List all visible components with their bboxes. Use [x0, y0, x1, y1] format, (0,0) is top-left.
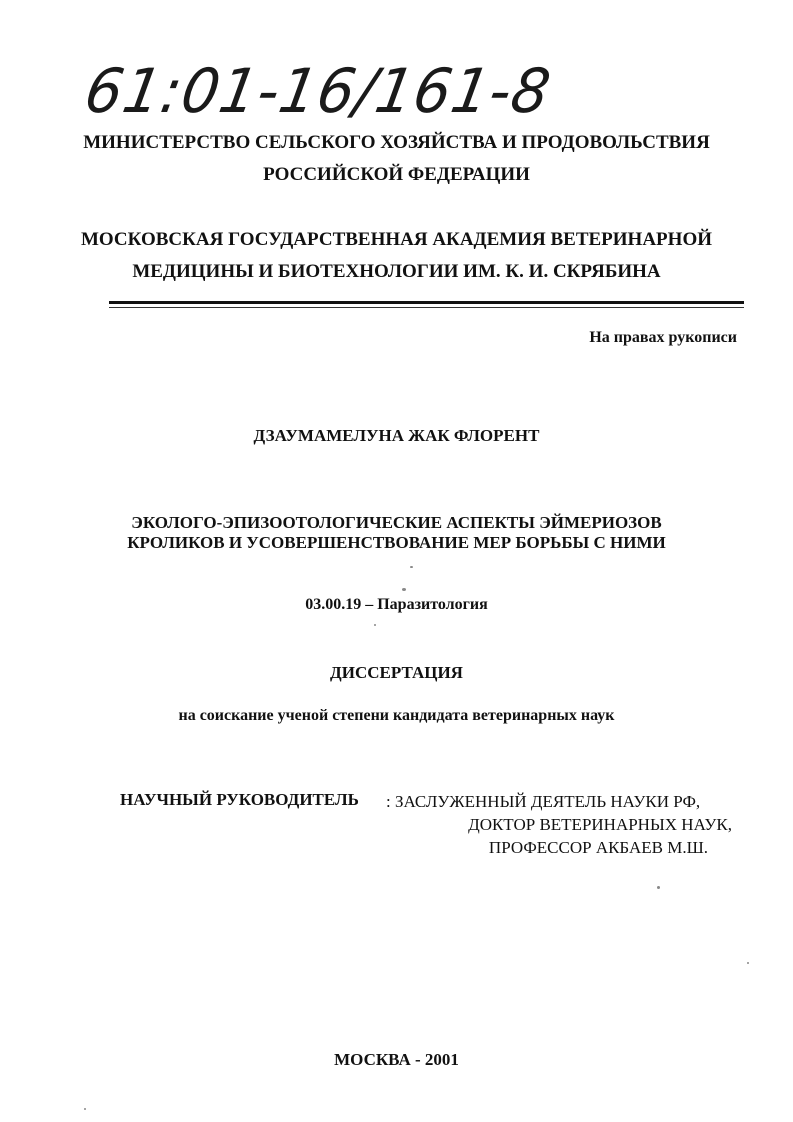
ministry-line-2: РОССИЙСКОЙ ФЕДЕРАЦИИ — [263, 164, 530, 185]
scan-speck — [84, 1108, 86, 1110]
degree-statement: на соискание ученой степени кандидата ветеринарных наук — [178, 707, 615, 724]
dissertation-title-line-2: КРОЛИКОВ И УСОВЕРШЕНСТВОВАНИЕ МЕР БОРЬБЫ С НИМИ — [127, 533, 666, 552]
supervisor-details — [380, 790, 732, 859]
scan-speck — [747, 962, 749, 964]
supervisor-line-1: : ЗАСЛУЖЕННЫЙ ДЕЯТЕЛЬ НАУКИ РФ, — [386, 792, 701, 811]
scan-speck — [374, 624, 376, 626]
city-year: МОСКВА - 2001 — [334, 1050, 459, 1069]
handwritten-archive-code: 61:01-16/161-8 — [79, 55, 557, 127]
academy-line-1: МОСКОВСКАЯ ГОСУДАРСТВЕННАЯ АКАДЕМИЯ ВЕТЕРИНАРНОЙ — [80, 229, 713, 250]
rights-note: На правах рукописи — [589, 329, 737, 346]
dissertation-title-line-1: ЭКОЛОГО-ЭПИЗООТОЛОГИЧЕСКИЕ АСПЕКТЫ ЭЙМЕРИОЗОВ — [131, 513, 662, 532]
document-type: ДИССЕРТАЦИЯ — [330, 663, 463, 682]
supervisor-label: НАУЧНЫЙ РУКОВОДИТЕЛЬ — [120, 790, 359, 809]
scan-speck — [402, 588, 406, 591]
supervisor-line-3: ПРОФЕССОР АКБАЕВ М.Ш. — [488, 838, 708, 857]
header-divider-thick — [109, 301, 744, 304]
supervisor-line-2: ДОКТОР ВЕТЕРИНАРНЫХ НАУК, — [468, 815, 732, 834]
academy-line-2: МЕДИЦИНЫ И БИОТЕХНОЛОГИИ ИМ. К. И. СКРЯБИНА — [132, 261, 661, 282]
scan-speck — [657, 886, 660, 889]
scan-speck — [410, 566, 413, 568]
specialty-code: 03.00.19 – Паразитология — [305, 596, 488, 613]
ministry-line-1: МИНИСТЕРСТВО СЕЛЬСКОГО ХОЗЯЙСТВА И ПРОДОВОЛЬСТВИЯ — [83, 132, 710, 153]
author-name: ДЗАУМАМЕЛУНА ЖАК ФЛОРЕНТ — [253, 426, 540, 445]
header-divider-thin — [109, 307, 744, 308]
